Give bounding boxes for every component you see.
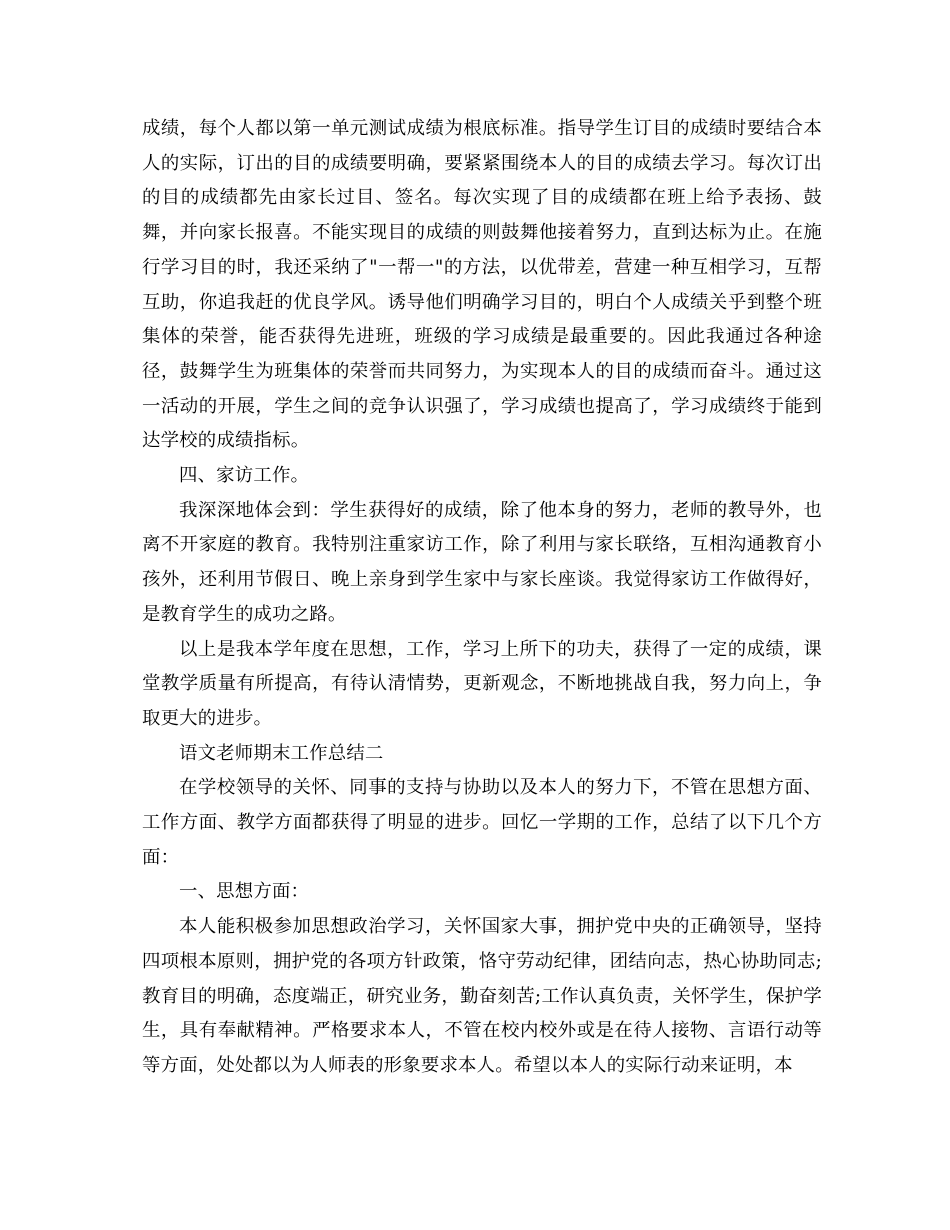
heading-ideology: 一、思想方面： [179, 881, 310, 903]
paragraph-summary: 以上是我本学年度在思想，工作，学习上所下的功夫，获得了一定的成绩，课堂教学质量有所提高，有待认清情势，更新观念，不断地挑战自我，努力向上，争取更大的进步。 [142, 638, 822, 729]
paragraph-target-setting: 成绩，每个人都以第一单元测试成绩为根底标准。指导学生订目的成绩时要结合本人的实际，订出的目的成绩要明确，要紧紧围绕本人的目的成绩去学习。每次订出的目的成绩都先由家长过目、签名。每次实现了目的成绩都在班上给予表扬、鼓舞，并向家长报喜。不能实现目的成绩的则鼓舞他接着努力，直到达标为止。在施行学习目的时，我还采纳了"一帮一"的方法，以优带差，营建一种互相学习，互帮互助，你追我赶的优良学风。诱导他们明确学习目的，明白个人成绩关乎到整个班集体的荣誉，能否获得先进班，班级的学习成绩是最重要的。因此我通过各种途径，鼓舞学生为班集体的荣誉而共同努力，为实现本人的目的成绩而奋斗。通过这一活动的开展，学生之间的竞争认识强了，学习成绩也提高了，学习成绩终于能到达学校的成绩指标。 [142, 118, 822, 452]
heading-home-visits: 四、家访工作。 [179, 465, 310, 487]
section-title-summary-two: 语文老师期末工作总结二 [179, 742, 384, 764]
paragraph-ideology: 本人能积极参加思想政治学习，关怀国家大事，拥护党中央的正确领导，坚持四项根本原则，拥护党的各项方针政策，恪守劳动纪律，团结向志，热心协助同志;教育目的明确，态度端正，研究业务，勤奋刻苦;工作认真负责，关怀学生，保护学生，具有奉献精神。严格要求本人，不管在校内校外或是在待人接物、言语行动等等方面，处处都以为人师表的形象要求本人。希望以本人的实际行动来证明，本 [142, 916, 822, 1076]
paragraph-home-visits: 我深深地体会到：学生获得好的成绩，除了他本身的努力，老师的教导外，也离不开家庭的教育。我特别注重家访工作，除了利用与家长联络，互相沟通教育小孩外，还利用节假日、晚上亲身到学生家中与家长座谈。我觉得家访工作做得好，是教育学生的成功之路。 [142, 499, 822, 625]
document-page [142, 112, 822, 1084]
paragraph-intro: 在学校领导的关怀、同事的支持与协助以及本人的努力下，不管在思想方面、工作方面、教学方面都获得了明显的进步。回忆一学期的工作，总结了以下几个方面： [142, 777, 822, 868]
